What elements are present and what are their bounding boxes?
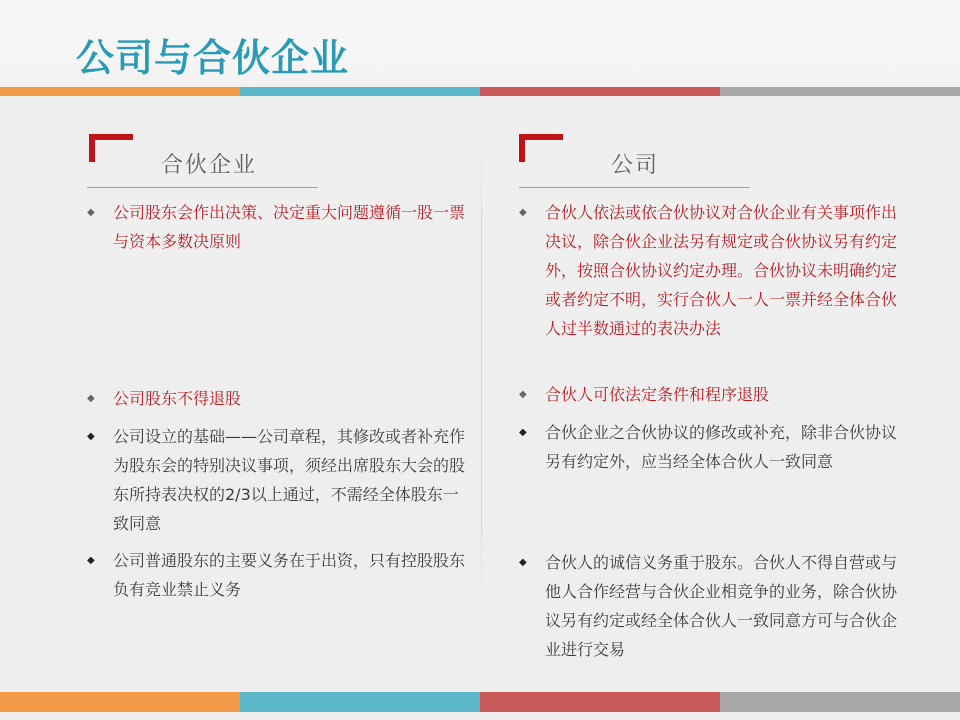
left-item-4-text: 公司普通股东的主要义务在于出资，只有控股股东负有竞业禁止义务 [113,551,466,599]
right-item-1-text: 合伙人依法或依合伙协议对合伙企业有关事项作出决议，除合伙企业法另有规定或合伙协议另有约定外，按照合伙协议约定办理。合伙协议未明确约定或者约定不明，实行合伙人一人一票并经全体合伙人过半数通过的表决办法 [545,203,898,338]
left-item-2 [87,384,465,413]
right-item-1 [519,198,897,343]
left-item-1 [87,198,465,256]
bullet-icon: ◆ [87,431,95,442]
left-corner-bracket-icon [89,134,133,162]
stripe-red [480,692,720,712]
right-item-3-text: 合伙企业之合伙协议的修改或补充，除非合伙协议另有约定外，应当经全体合伙人一致同意 [545,423,898,471]
stripe-teal [240,87,480,96]
left-item-3-text: 公司设立的基础——公司章程，其修改或者补充作为股东会的特别决议事项，须经出席股东大会的股东所持表决权的2/3以上通过，不需经全体股东一致同意 [113,427,466,533]
bullet-icon: ◆ [519,389,527,400]
bullet-icon: ◆ [87,555,95,566]
left-item-3 [87,422,465,538]
stripe-gray [720,692,960,712]
left-item-2-text: 公司股东不得退股 [113,389,242,408]
right-title-underline [519,187,750,188]
page-title: 公司与合伙企业 [76,36,350,80]
left-item-4 [87,546,465,604]
stripe-orange [0,692,240,712]
column-divider [481,128,482,616]
right-column-title: 公司 [611,153,660,178]
right-corner-bracket-icon [519,134,563,162]
right-item-4 [519,548,897,664]
left-title-underline [87,187,318,188]
bullet-icon: ◆ [87,207,95,218]
stripe-red [480,87,720,96]
right-item-2-text: 合伙人可依法定条件和程序退股 [545,385,770,404]
stripe-orange [0,87,240,96]
left-item-1-text: 公司股东会作出决策、决定重大问题遵循一股一票与资本多数决原则 [113,203,466,251]
right-item-3 [519,418,897,476]
bullet-icon: ◆ [519,207,527,218]
right-item-2 [519,380,897,409]
stripe-gray [720,87,960,96]
bottom-color-stripe [0,692,960,712]
left-column-title: 合伙企业 [161,153,258,178]
stripe-teal [240,692,480,712]
bullet-icon: ◆ [519,557,527,568]
top-color-stripe [0,87,960,96]
bullet-icon: ◆ [87,393,95,404]
bullet-icon: ◆ [519,427,527,438]
right-item-4-text: 合伙人的诚信义务重于股东。合伙人不得自营或与他人合作经营与合伙企业相竞争的业务，除合伙协议另有约定或经全体合伙人一致同意方可与合伙企业进行交易 [545,553,898,659]
